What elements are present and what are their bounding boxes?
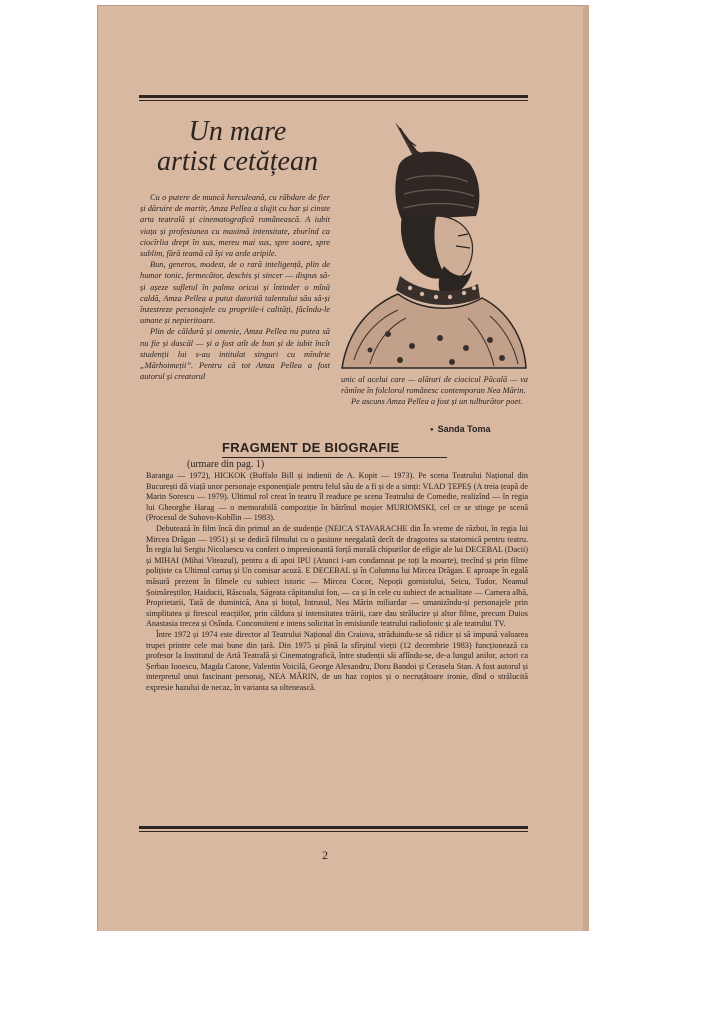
biography-paragraph: Debutează în film încă din primul an de studenție (NEICA STAVARACHE din În vreme de război, în regia lui Mircea Drăgan — 1951) și se dedică filmului cu o pasiune neegalată decît de dragostea sa statornică pentru teatru. În regia lui Sergiu Nicolaescu va conferi o impresionantă forță morală chipurilor de efigie ale lui DECEBAL (Dacii) și MIHAI (Mihai Viteazul), pentru a di apoi IPU (Atunci i-am condamnat pe toți la moarte), trecînd și prin filme polițiste ca Ultimul cartuș și Un comisar acuză. E DECEBAL și în Columna lui Mircea Drăgan. E aproape în egală măsură prezent în filmele cu subiect istoric — Mircea Cocor, Nepoții gornistului, Seicu, Tudor, Neamul Șoimăreștilor, Haiducii, Răscoala, Săgeata căpitanului Ion, — ca și în cele cu subiect de actualitate — Camera albă, Proprietarii, Tată de duminică, Ana și hoțul, Intrusul, Nea Mărin miliardar — umanizîndu-și personajele prin simplitatea și firescul reacțiilor, prin căldura și intensitatea trăirii, care dau strălucire și altor filme, precum Duios Anastasia trecea și Osînda. Concomitent e intens solicitat în emisiunile teatrului radiofonic și ale teatrului TV. — [146, 523, 528, 629]
biography-paragraph: Baranga — 1972), HICKOK (Buffalo Bill și indienii de A. Kopit — 1973). Pe scena Teatrului Național din București dă viață unor personaje exponențiale pentru felul său de a fi și de a simți: VLAD ȚEPEȘ (A treia țeapă de Marin Sorescu — 1979). Ultimul rol creat în teatru îl readuce pe scena Teatrului de Comedie, realizînd — în regia lui Gheorghe Harag — o memorabilă compoziție în bătrînul moșier MURIOMSKI, cel ce se stinge pe scenă (Procesul de Suhovo-Kobîlin — 1983). — [146, 471, 528, 523]
biography-continuation-note: (urmare din pag. 1) — [187, 459, 265, 470]
author-signature: ● Sanda Toma — [430, 424, 490, 434]
title-line-1: Un mare — [188, 116, 287, 147]
paper-fold-edge — [583, 5, 589, 931]
intro-paragraph: Pe ascuns Amza Pellea a fost și un tulburător poet. — [351, 397, 523, 407]
biography-text — [146, 471, 528, 693]
title-line-2: artist cetățean — [157, 146, 318, 177]
intro-paragraph: Plin de căldură și omenie, Amza Pellea nu putea să nu fie și dascăl — și a fost atît de bun și de iubit încît studenții lui s-au intitulat singuri cu mîndrie „Mărhoimeții”. Pentru că tot Amza Pellea a fost autorul și creatorul — [140, 327, 330, 382]
heading-underline — [222, 457, 447, 458]
intro-paragraph: Bun, generos, modest, de o rară inteligență, plin de humor tonic, fermecător, deschis și sincer — dispus să-și așeze sufletul în palma oricui și întinder o mînă caldă, Amza Pellea a putut datorită talentului său să-și înzestreze personajele cu propriile-i calități, făcîndu-le umane și nepieritoare. — [140, 260, 330, 326]
intro-paragraph: unic al acelui care — alături de ciocicul Păcală — va rămîne în folclorul românesc contemporan Nea Mărin. — [341, 375, 528, 396]
intro-column-left — [140, 192, 330, 382]
portrait-illustration — [340, 120, 528, 370]
intro-column-right — [341, 374, 528, 408]
biography-heading: FRAGMENT DE BIOGRAFIE — [222, 440, 400, 455]
top-rule — [139, 95, 528, 101]
article-title — [140, 117, 335, 177]
intro-paragraph: Cu o putere de muncă herculeană, cu răbdare de fier și dăruire de martir, Amza Pellea a slujit cu har și cinste arta teatrală și cinematografică românească. A iubit viața și profesiunea cu maximă intensitate, zburînd ca ciocîrlia drept în sus, mereu mai sus, spre soare, spre sublim, fără teamă că își va arde aripile. — [140, 193, 330, 259]
biography-paragraph: Între 1972 și 1974 este director al Teatrului Național din Craiova, străduindu-se să ridice și să impună valoarea trupei printre cele mai bune din țară. Din 1975 și pînă la sfîrșitul vieții (12 decembrie 1983) funcționează ca profesor la Institutul de Artă Teatrală și Cinematografică, între studenții săi aflîndu-se, de-a lungul anilor, actori ca Șerban Ionescu, Magda Catone, Valentin Voicilă, George Alexandru, Doru Bandoi și Cerasela Stan. A fost autorul și interpretul unui fascinant personaj, NEA MĂRIN, de un haz copios și o necruțătoare ironie, dînd o strălucită expresie hazului de necaz, în varianta sa oltenească. — [146, 629, 528, 692]
page-number: 2 — [322, 848, 328, 862]
bottom-rule — [139, 826, 528, 832]
